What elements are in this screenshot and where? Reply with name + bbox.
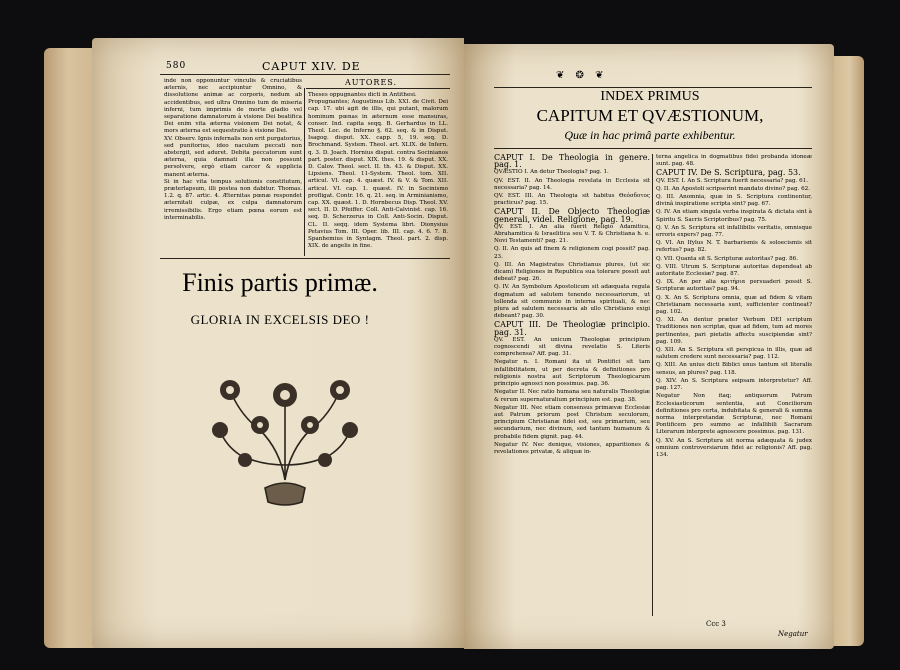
index-entry: Q. IV. An etiam singula verba inspirata & dictata sint à Spiritu S. Sacris Scriptoribus? pag. 75. [656,209,812,223]
index-entry: QV. EST. An unicum Theologiæ principium cognoscendi sit divina revelatio S. Literis comprehensa? Aff. pag. 31. [494,336,650,358]
index-entry: QVÆSTIO I. An detur Theologia? pag. 1. [494,169,609,176]
floral-vase-ornament [210,370,360,510]
index-entry: Q. III. Anomnia, quæ in S. Scriptura continentur, divinâ inspiratione scripta sint? pag. 67. [656,194,812,208]
index-entry: QV. EST. II. An Theologia revelata in Ecclesia sit necessaria? pag. 14. [494,177,650,191]
index-entry: Q. XII. An S. Scriptura sit perspicua in illis, quæ ad salutem credere sunt necessaria? pag. 112. [656,347,812,361]
index-entry: QV. EST. I. An S. Scriptura fuerit necessaria? pag. 61. [656,177,809,184]
index-column-left [494,154,650,457]
index-entry: Negatur n. I. Romani ita ut Pontifici sit tam infallibilitatem, ut per decreta & definitiones pro religionis nostra aut Scriptorum Theologicarum principio agnosci non possimus. pag. 36. [494,359,650,388]
index-entry: Q. V. An S. Scriptura sit infallibilis veritatis, omnisque erroris expers? pag. 77. [656,224,812,239]
right-column-text: Theses oppugnantes dicti in Antithesi. Propugnantes; Augustinus Lib. XXI. de Civit. Dei cap. 17. ubi agit de illis, qui putant, malorum hominum pœnas in æternum esse mansuras, conser. Ind. capita seqq. B. Gerhardus in LL. Theol. Loc. de Inferno §. 62. seq. & in Disput. Isagog. disput. XX. capp. 5, 19. seq. D. Brochmand. System. Theol. art. XLIX. de Infern. q. 3. D. Joach. Hornius disput. contra Socinianos part. poster. disput. XIX. thes. 19. & disput. XX. D. Calov. Theol. sect. II. th. 43. & Disput. XX. Lipsiens. Theol. 11-System. Theol. tom. XII. articul. VI. cap. 4. quæst. IV. & V. & Tom. XII. articul. VI. cap. 1. quæst. IV. in Socinismo profligat. Contr. 16. q. 21. seq. in Arminianismo, cap. XX. quæst. 1. D. Hornbecus Disp. Theol. XV. sect. II. D. Pfeiffer. Coll. Anti-Calvinist. cap. 16. seq. D. Scherzerus in Coll. Anti-Socin. Disput. CL. II. seqq. idem Systema libri. Dionysius Petavius Tom. III. Oper. lib. III. cap. 4. 6. 7. 8. Spanhemius in Syntagm. Theol. part. 2. disp. XIX. de angelis in fine. [308,92,448,250]
index-entry: Q. X. An S. Scriptura omnia, quæ ad fidem & vitam Christianam necessaria sunt, sufficienter contineat? pag. 102. [656,294,812,316]
index-entry: QV. EST. III. An Theologia sit habitus Θεόσδοτος practicus? pag. 15. [494,193,650,207]
index-entry: CAPUT I. De Theologia in genere. pag. 1. [494,153,650,170]
index-entry: Q. XI. An dentur præter Verbum DEI scriptum Traditiones non scriptæ, quæ ad fidem, tum ad mores pertinentes, pari pietatis affectu suscipiendæ sint? pag. 109. [656,317,812,345]
index-entry: Q. II. An quis ad finem & religionem cogi possit? pag. 23. [494,246,650,260]
index-entry: CAPUT IV. De S. Scriptura, pag. 53. [656,168,801,178]
index-column-right [656,154,812,460]
index-entry: Q. XIV. An S. Scriptura seipsam interpretetur? Aff. pag. 127. [656,377,812,392]
index-subtitle: CAPITUM ET QVÆSTIONUM, [536,106,764,125]
running-head: CAPUT XIV. DE [262,60,361,73]
subtitle-rule [494,148,812,149]
index-entry: Q. XIII. An unius dicti Biblici unus tantum sit literalis sensus, an plures? pag. 118. [656,362,812,376]
index-entry: CAPUT III. De Theologiæ principio. pag. 31. [494,320,650,337]
index-entry: Q. VIII. Utrum S. Scripturæ autoritas dependeat ab autoritate Ecclesiæ? pag. 87. [656,263,812,278]
index-entry: Q. IX. An per alia κριτήρια persuaderi possit S. Scripturæ autoritas? pag. 94. [656,279,812,293]
headpiece-ornament: ❦ ❂ ❦ [556,70,608,81]
index-entry: Q. IV. An Symbolum Apostolicum sit adæquata regula dogmatum ad salutem tenendo necessariorum, ut tollenda sit communio in interna spirituali, & nec plura ad salutem necessaria ab ullo Christiano exigi debeant? pag. 30. [494,284,650,320]
column-header: AUTORES. [345,78,398,87]
index-entry: Negatur IV. Nec denique, visiones, apparitiones & revelationes privatæ, & aliquæ in- [494,441,650,455]
index-entry: Negatur Non itaq; antiquorum Patrum Ecclesiasticorum sententia, aut Conciliorum definitiones pro certa, indubitata & generali & summa norma interpretandæ Scripturæ, nec Romani Pontificem pro summo ac infallibili Sacrarum Literarum interprete agnoscere possimus. pag. 131. [656,393,812,436]
index-caption: Quæ in hac primâ parte exhibentur. [564,128,736,142]
column-rule [306,88,450,89]
index-divider [652,154,653,616]
page-number: 580 [166,61,187,71]
catchword: Negatur [778,630,808,638]
index-entry: QV. EST. I. An alia fuerit Religio Adamitica, Abrahamitica & Israelitica seu V. T. & Christiana h. e. Novi Testamenti? pag. 21. [494,223,650,245]
index-entry: Negatur II. Nec ratio humana seu naturalis Theologiæ & rerum supernaturalium principium est. pag. 38. [494,389,650,403]
index-entry: Q. II. An Apostoli scripserint mandato divino? pag. 62. [656,185,810,192]
column-divider [304,88,305,256]
index-entry: CAPUT II. De Objecto Theologiæ generali, videl. Religione, pag. 19. [494,207,650,224]
signature-mark: Ccc 3 [706,620,726,628]
title-rule [494,87,812,88]
finis-heading: Finis partis primæ. [182,268,378,297]
index-title: INDEX PRIMUS [600,89,700,104]
index-entry: Q. III. An Magistratus Christianus plures, (ut sic dicam) Religiones in Republica sua tolerare possit aut debeat? pag. 26. [494,261,650,283]
index-entry: Negatur III. Nec etiam consensus primævæ Ecclesiæ aut Patrum priorum post Christum seculorum, principium Christianæ fidei est, seu primarium, seu secundarium, nec divinum, sed tantum humanum & probabile fidem gignit. pag. 44. [494,404,650,440]
bottom-rule [160,258,450,259]
index-entry: Q. XV. An S. Scriptura sit norma adæquata & judex omnium controversiarum fidei ac religionis? Aff. pag. 134. [656,437,812,458]
index-entry: Q. VII. Quanta sit S. Scripturæ autoritas? pag. 86. [656,255,799,262]
index-entry: Q. VI. An Ifylus N. T. barbarismis & soloecismis sit refertus? pag. 82. [656,240,812,254]
gloria-line: GLORIA IN EXCELSIS DEO ! [190,312,370,327]
head-rule [160,74,450,75]
left-column-text: inde non opponuntur vinculis & cruciatibus æternis, nec accipiuntur Omnino, & dissolutione animæ ac corporis, nedum ab accidentibus, sed ultra Omnino tum de miseria inferni, tum imprimis de morte gladio vel separatione damnatorum à visione Dei beatifica Dei enim vita æterna visionem Dei notat, & mors æterna est sequestratio à visione Dei. XV. Observ. Ignis infernalis non erit purgatorius, sed punitorius, ideo naculum peccati non abstergit, sed aduret. Debita peccatorum sunt æterna, quia damnati illa non possunt persolvere, ergò etiam carcer & supplicia manent æterna. Si in hac vita tempus solutionis constitutum, præterlapsum, illi postea non dabitur. Thomas. 1.2. q. 87. artic. 4. Æternitas pœnæ respondet æternitati culpæ, ex culpa damnatorum irremissibilis. Ergo etiam pœna eorum est interminabilis. [164,78,302,221]
index-entry: terna angelica in dogmatibus fidei probanda idoneæ sunt. pag. 48. [656,154,812,168]
